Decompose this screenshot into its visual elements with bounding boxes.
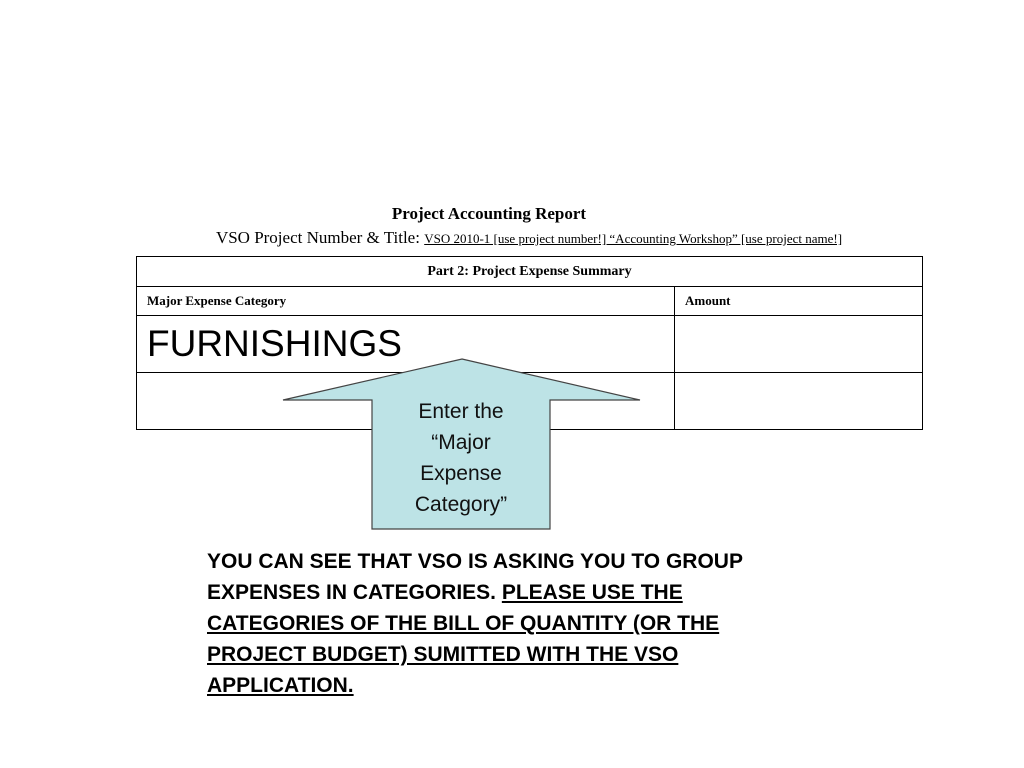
callout-line: Category” [414, 493, 508, 516]
project-number-title-line [0, 228, 1024, 248]
note-underlined-text: PLEASE USE THE CATEGORIES OF THE BILL OF QUANTITY (OR THE PROJECT BUDGET) SUMITTED WITH THE VSO APPLICATION. [207, 581, 720, 697]
project-value: VSO 2010-1 [use project number!] “Accounting Workshop” [use project name!] [424, 231, 843, 246]
category-cell[interactable]: FURNISHINGS [137, 316, 675, 373]
amount-cell[interactable] [675, 373, 923, 430]
column-header-category: Major Expense Category [137, 287, 675, 316]
table-part-row [137, 257, 923, 287]
callout-line: Expense [420, 462, 502, 485]
instruction-note [207, 546, 797, 701]
column-header-amount: Amount [675, 287, 923, 316]
part-title: Part 2: Project Expense Summary [137, 257, 923, 287]
table-header-row [137, 287, 923, 316]
project-label: VSO Project Number & Title: [215, 228, 420, 247]
callout-line: Enter the [418, 400, 504, 423]
callout-line: “Major [431, 431, 491, 454]
amount-cell[interactable] [675, 316, 923, 373]
report-title: Project Accounting Report [391, 204, 587, 223]
note-plain-text: YOU CAN SEE THAT VSO IS ASKING YOU TO GROUP EXPENSES IN CATEGORIES. [207, 550, 743, 604]
arrow-callout-text [372, 396, 550, 520]
